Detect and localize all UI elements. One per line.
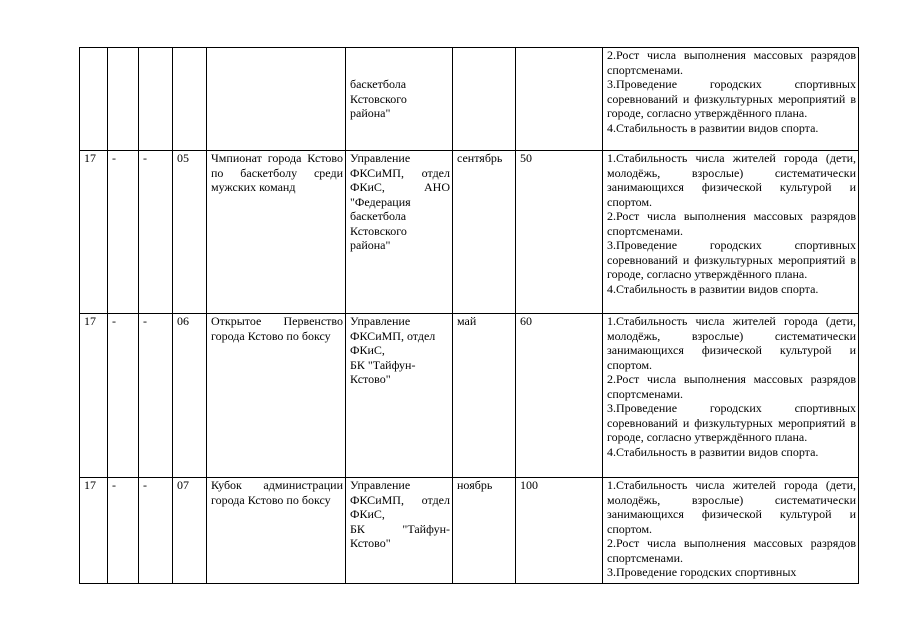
program-cell: 17 — [80, 314, 108, 478]
event-cell: 07 — [173, 478, 207, 584]
amount-cell — [516, 48, 603, 151]
executor-cell: баскетбола Кстовского района" — [346, 48, 453, 151]
event-name-cell — [207, 48, 346, 151]
result-cell: 2.Рост числа выполнения массовых разрядов спортсменами. 3.Проведение городских спортивных соревнований и физкультурных мероприятий в городе, согласно утверждённого плана. 4.Стабильность в развитии видов спорта. — [603, 48, 859, 151]
main-event-cell: - — [139, 478, 173, 584]
main-event-cell: - — [139, 151, 173, 314]
result-cell: 1.Стабильность числа жителей города (дети, молодёжь, взрослые) систематически занимающихся физической культурой и спортом. 2.Рост числа выполнения массовых разрядов спортсменами. 3.Проведение городских спортивных — [603, 478, 859, 584]
event-name-cell: Чмпионат города Кстово по баскетболу среди мужских команд — [207, 151, 346, 314]
amount-cell: 60 — [516, 314, 603, 478]
main-event-cell: - — [139, 314, 173, 478]
event-name-cell: Кубок администрации города Кстово по боксу — [207, 478, 346, 584]
program-cell: 17 — [80, 151, 108, 314]
event-cell — [173, 48, 207, 151]
term-cell: май — [453, 314, 516, 478]
term-cell: ноябрь — [453, 478, 516, 584]
term-cell — [453, 48, 516, 151]
amount-cell: 50 — [516, 151, 603, 314]
subprogram-cell: - — [108, 478, 139, 584]
amount-cell: 100 — [516, 478, 603, 584]
main-event-cell — [139, 48, 173, 151]
events-table — [79, 47, 859, 584]
subprogram-cell — [108, 48, 139, 151]
event-cell: 06 — [173, 314, 207, 478]
executor-cell: Управление ФКСиМП, отдел ФКиС, АНО "Федерация баскетбола Кстовского района" — [346, 151, 453, 314]
result-cell: 1.Стабильность числа жителей города (дети, молодёжь, взрослые) систематически занимающихся физической культурой и спортом. 2.Рост числа выполнения массовых разрядов спортсменами. 3.Проведение городских спортивных соревнований и физкультурных мероприятий в городе, согласно утверждённого плана. 4.Стабильность в развитии видов спорта. — [603, 314, 859, 478]
table-row — [80, 314, 859, 478]
program-cell: 17 — [80, 478, 108, 584]
executor-cell: Управление ФКСиМП, отдел ФКиС, БК "Тайфун-Кстово" — [346, 478, 453, 584]
table-row — [80, 478, 859, 584]
term-cell: сентябрь — [453, 151, 516, 314]
subprogram-cell: - — [108, 151, 139, 314]
event-name-cell: Открытое Первенство города Кстово по боксу — [207, 314, 346, 478]
subprogram-cell: - — [108, 314, 139, 478]
program-cell — [80, 48, 108, 151]
result-cell: 1.Стабильность числа жителей города (дети, молодёжь, взрослые) систематически занимающихся физической культурой и спортом. 2.Рост числа выполнения массовых разрядов спортсменами. 3.Проведение городских спортивных соревнований и физкультурных мероприятий в городе, согласно утверждённого плана. 4.Стабильность в развитии видов спорта. — [603, 151, 859, 314]
event-cell: 05 — [173, 151, 207, 314]
table-row — [80, 151, 859, 314]
table-row — [80, 48, 859, 151]
executor-cell: Управление ФКСиМП, отдел ФКиС, БК "Тайфун-Кстово" — [346, 314, 453, 478]
